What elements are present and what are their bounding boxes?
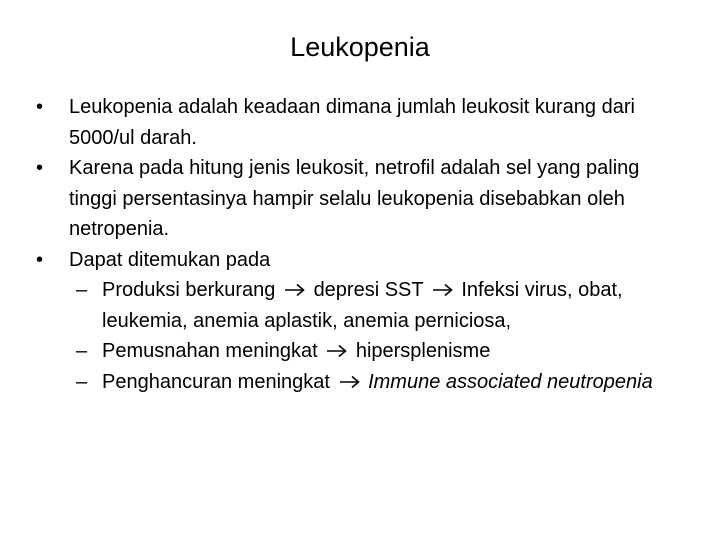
slide-body bbox=[36, 92, 686, 397]
right-arrow-icon bbox=[431, 283, 455, 297]
right-arrow-icon bbox=[325, 344, 349, 358]
bullet-item bbox=[36, 153, 686, 245]
subbullet-text: depresi SST bbox=[313, 279, 424, 301]
slide-title: Leukopenia bbox=[290, 32, 430, 62]
subbullet-text: Produksi berkurang bbox=[102, 279, 276, 301]
bullet-text: Leukopenia adalah keadaan dimana jumlah leukosit kurang dari 5000/ul darah. bbox=[69, 96, 635, 149]
dash-icon: – bbox=[76, 279, 88, 301]
bullet-text: Karena pada hitung jenis leukosit, netrofil adalah sel yang paling tinggi persentasinya hampir selalu leukopenia disebabkan oleh netropenia. bbox=[69, 157, 640, 240]
subbullet-text: hipersplenisme bbox=[355, 340, 491, 362]
bullet-icon: • bbox=[36, 157, 44, 179]
right-arrow-icon bbox=[283, 283, 307, 297]
bullet-item bbox=[36, 245, 686, 276]
dash-icon: – bbox=[76, 340, 88, 362]
subbullet-text: Penghancuran meningkat bbox=[102, 370, 330, 393]
subbullet-text: Pemusnahan meningkat bbox=[102, 340, 318, 362]
bullet-icon: • bbox=[36, 96, 44, 118]
bullet-text: Dapat ditemukan pada bbox=[69, 248, 271, 271]
subbullet-text: Infeksi virus, obat, leukemia, anemia aplastik, anemia perniciosa, bbox=[102, 279, 623, 332]
bullet-item bbox=[36, 92, 686, 153]
subbullet-item bbox=[36, 275, 686, 336]
subbullet-item bbox=[36, 367, 686, 398]
subbullet-text-italic: Immune associated neutropenia bbox=[368, 370, 653, 393]
right-arrow-icon bbox=[338, 375, 362, 389]
dash-icon: – bbox=[76, 370, 88, 393]
subbullet-item bbox=[36, 336, 686, 367]
bullet-icon: • bbox=[36, 248, 44, 271]
